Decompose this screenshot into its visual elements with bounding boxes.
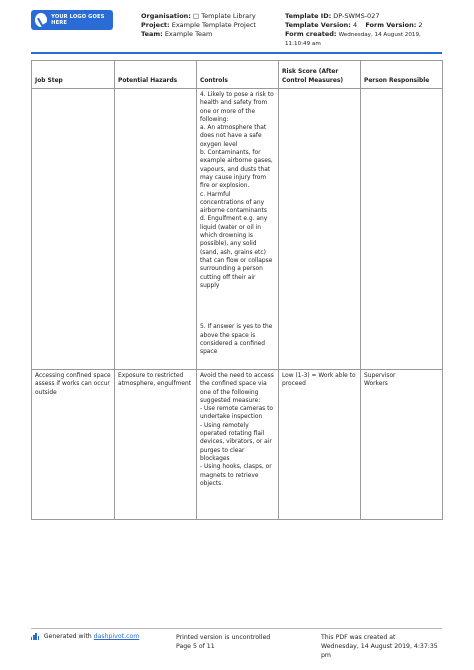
header-organisation-block <box>141 12 256 39</box>
form-version-label: Form Version: <box>365 21 417 29</box>
column-header-person-responsible: Person Responsible <box>361 61 443 89</box>
created-line-2: Wednesday, 14 August 2019, 4:37:35 <box>321 643 438 650</box>
column-header-job-step: Job Step <box>32 61 115 89</box>
page-number: Page 5 of 11 <box>176 643 215 650</box>
table-header-row <box>32 61 443 89</box>
risk-score-cell: Low (1-3) = Work able to proceed <box>279 370 361 520</box>
project-value: Example Template Project <box>171 21 256 29</box>
controls-cell: 4. Likely to pose a risk to health and safety from one or more of the following: a. An atmosphere that does not have a safe oxygen level b. Contaminants, for example airborne gases, vapours, and dusts that may cause injury from fire or explosion. c. Harmful concentrations of any airborne contaminants d. Engulfment e.g. any liquid (water or oil in which drowning is possible), any solid (sand, ash, grains etc) that can flow or collapse surrounding a person cutting off their air supply 5. If answer is yes to the above the space is considered a confined space <box>197 89 279 370</box>
page-header <box>0 0 474 54</box>
column-header-controls: Controls <box>197 61 279 89</box>
table-row <box>32 370 443 520</box>
header-divider <box>31 52 442 54</box>
created-line-1: This PDF was created at <box>321 634 396 641</box>
company-logo <box>31 10 113 30</box>
dashpivot-link[interactable]: dashpivot.com <box>93 633 140 640</box>
organisation-label: Organisation: <box>141 12 191 20</box>
template-version-label: Template Version: <box>285 21 351 29</box>
controls-cell: Avoid the need to access the confined space via one of the following suggested measure: - Use remote cameras to undertake inspection - Using remotely operated rotating flail devices, vibrators, or air purges to clear blockages - Using hooks, clasps, or magnets to retrieve objects. <box>197 370 279 520</box>
footer-divider <box>31 628 442 629</box>
hazards-cell <box>115 89 197 370</box>
footer-created <box>321 633 446 660</box>
template-version-value: 4 <box>352 21 358 29</box>
form-created-value: Wednesday, 14 August 2019, <box>338 32 421 38</box>
swms-table <box>31 60 443 520</box>
dashpivot-bars-icon <box>31 633 40 640</box>
job-step-cell <box>32 89 115 370</box>
footer-generated <box>31 633 139 640</box>
person-responsible-cell: Supervisor Workers <box>361 370 443 520</box>
form-created-time: 11:10:49 am <box>285 41 321 47</box>
person-responsible-cell <box>361 89 443 370</box>
form-created-label: Form created: <box>285 30 337 38</box>
form-version-value: 2 <box>418 21 423 29</box>
team-label: Team: <box>141 30 163 38</box>
project-label: Project: <box>141 21 170 29</box>
organisation-value: □ Template Library <box>193 12 256 20</box>
hazards-cell: Exposure to restricted atmosphere, engulfment <box>115 370 197 520</box>
logo-text: YOUR LOGO GOES HERE <box>51 14 105 26</box>
created-line-3: pm <box>321 652 331 659</box>
table-row <box>32 89 443 370</box>
footer-printed <box>176 633 270 651</box>
header-template-block <box>285 12 423 49</box>
team-value: Example Team <box>164 30 213 38</box>
template-id-label: Template ID: <box>285 12 332 20</box>
template-id-value: DP-SWMS-027 <box>333 12 380 20</box>
column-header-risk-score: Risk Score (After Control Measures) <box>279 61 361 89</box>
printed-notice: Printed version is uncontrolled <box>176 634 271 641</box>
column-header-potential-hazards: Potential Hazards <box>115 61 197 89</box>
job-step-cell: Accessing confined space assess if works can occur outside <box>32 370 115 520</box>
logo-check-icon <box>35 13 47 27</box>
risk-score-cell <box>279 89 361 370</box>
generated-prefix: Generated with <box>43 633 92 640</box>
